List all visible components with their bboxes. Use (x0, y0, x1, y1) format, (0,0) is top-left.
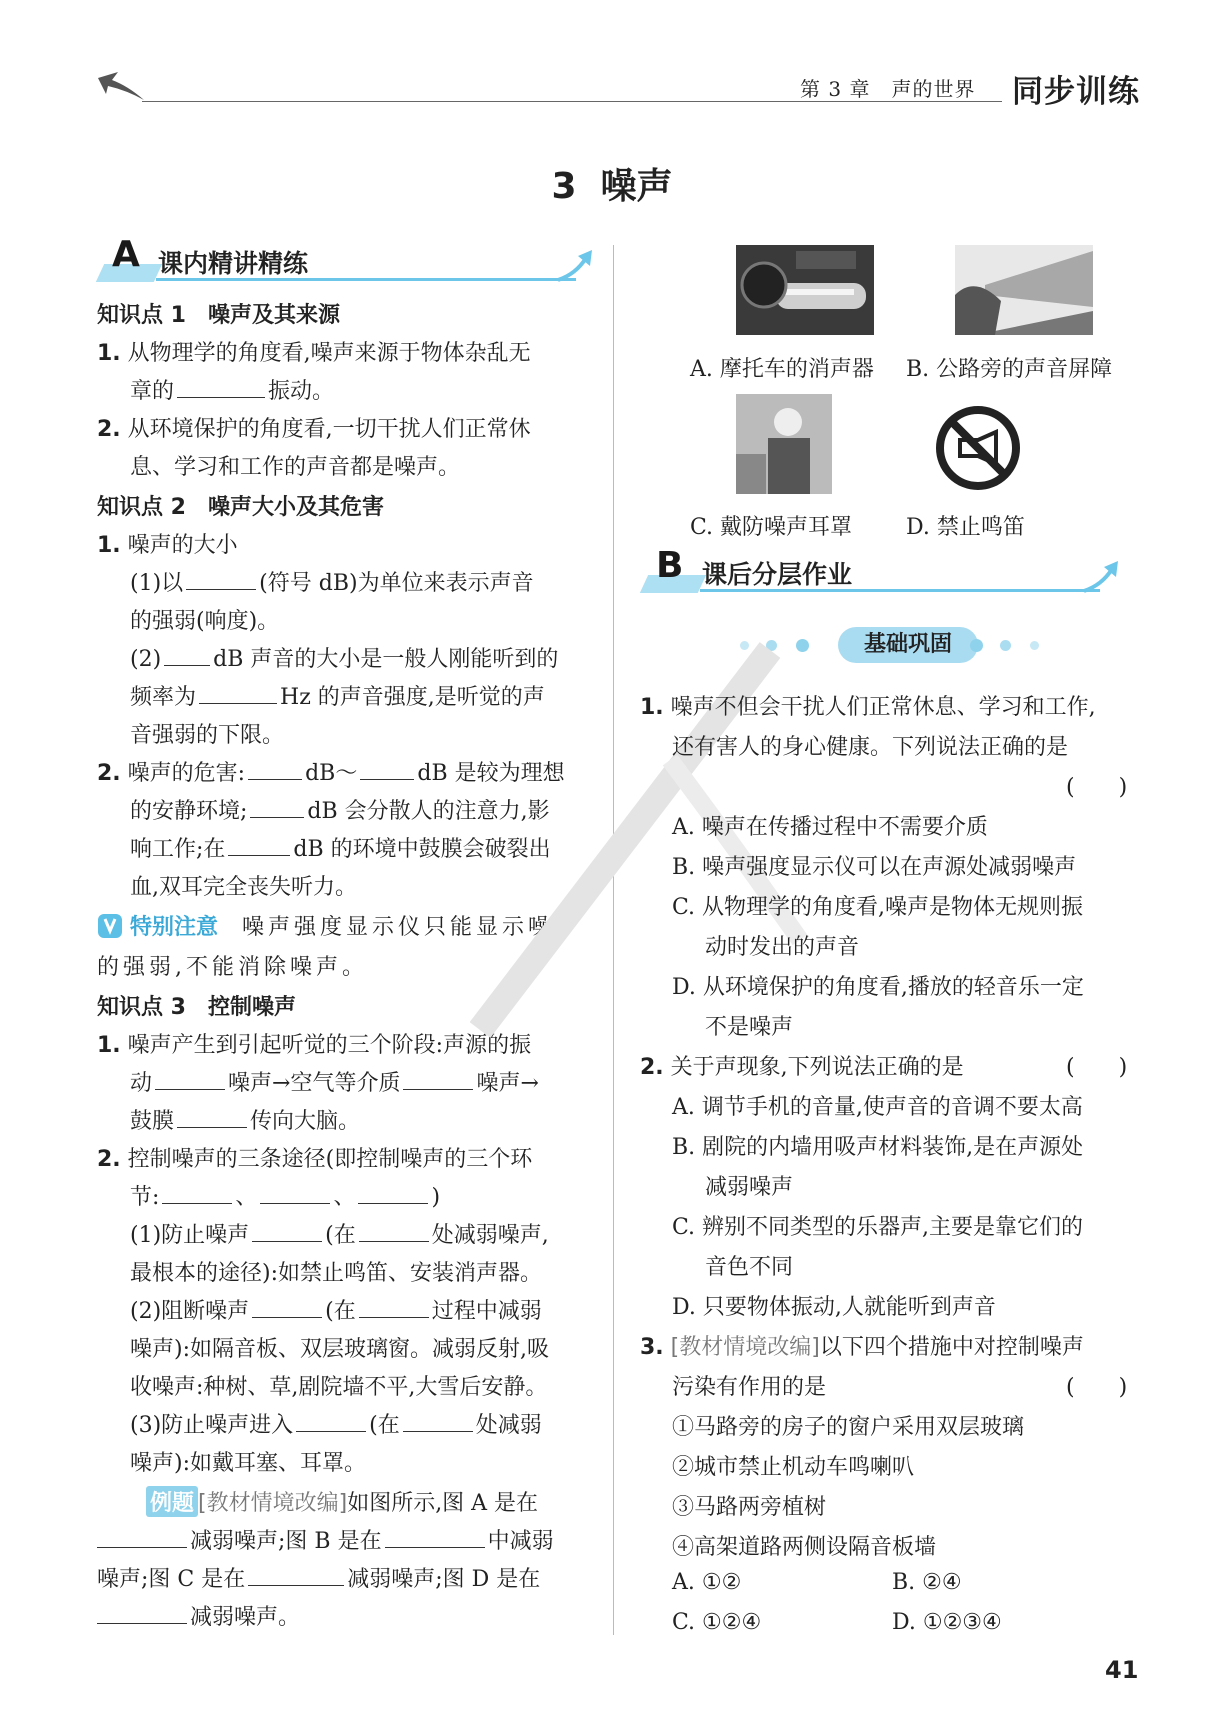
kp2-q1-s2: (2) dB 声音的大小是一般人刚能听到的 (130, 642, 558, 673)
page-title (0, 158, 1224, 209)
banner-underline (700, 589, 1100, 592)
decor-dot (970, 639, 983, 652)
kp2-q1-s2e: 音强弱的下限。 (130, 723, 285, 748)
kp2-q2-line1: 2. 噪声的危害: dB～ dB 是较为理想 (97, 756, 565, 787)
section-title: 课后分层作业 (702, 560, 853, 589)
figure-c-photo (736, 394, 832, 494)
hw-q1-option-b[interactable]: B. 噪声强度显示仪可以在声源处减弱噪声 (672, 855, 1077, 880)
banner-underline (156, 278, 576, 281)
kp2-q1-s1: (1)以 (符号 dB)为单位来表示声音 (130, 566, 534, 597)
kp2-q2-line3: 响工作;在 dB 的环境中鼓膜会破裂出 (130, 832, 551, 863)
section-b-banner (640, 545, 1140, 599)
example-line1: 例题 [教材情境改编]如图所示,图 A 是在 (146, 1486, 538, 1517)
figure-b-photo (955, 245, 1093, 335)
section-a-banner (96, 234, 596, 288)
answer-paren[interactable]: ( ) (1066, 1055, 1128, 1080)
knowledge-point-2: 知识点 2 噪声大小及其危害 (97, 495, 384, 520)
kp3-q2-p3d: 噪声):如戴耳塞、耳罩。 (130, 1451, 366, 1476)
hw-q2-option-c[interactable]: C. 辨别不同类型的乐器声,主要是靠它们的 (672, 1215, 1084, 1240)
note-line2: 的强弱,不能消除噪声。 (97, 955, 368, 980)
section-letter: A (112, 234, 140, 275)
answer-blank[interactable] (296, 1409, 366, 1432)
kp3-q2-p2: (2)阻断噪声 (在 过程中减弱 (130, 1294, 542, 1325)
kp2-q2-line2: 的安静环境; dB 会分散人的注意力,影 (130, 794, 550, 825)
hw-q3-item3: ③马路两旁植树 (672, 1495, 827, 1520)
lesson-title: 噪声 (600, 166, 673, 207)
hw-q1-option-a[interactable]: A. 噪声在传播过程中不需要介质 (672, 815, 988, 840)
answer-paren[interactable]: ( ) (1066, 1375, 1128, 1400)
answer-blank[interactable] (162, 1181, 232, 1204)
answer-blank[interactable] (199, 681, 277, 704)
note-text: 噪声强度显示仪只能显示噪声 (242, 915, 581, 940)
kp-label: 知识点 1 (97, 303, 186, 328)
kp1-q2-line2: 息、学习和工作的声音都是噪声。 (130, 455, 461, 480)
hw-q3-option-b[interactable]: B. ②④ (892, 1570, 962, 1595)
hw-q3-option-d[interactable]: D. ①②③④ (892, 1610, 1002, 1635)
knowledge-point-3: 知识点 3 控制噪声 (97, 995, 296, 1020)
answer-blank[interactable] (97, 1525, 187, 1548)
page-number: 41 (1105, 1656, 1139, 1684)
no-horn-sign-icon (934, 404, 1022, 492)
kp3-q1-line2: 动 噪声→空气等介质 噪声→ (130, 1066, 539, 1097)
answer-blank[interactable] (403, 1067, 473, 1090)
answer-blank[interactable] (358, 1181, 428, 1204)
kp3-q2-p2e: 收噪声:种树、草,剧院墙不平,大雪后安静。 (130, 1375, 548, 1400)
chapter-label: 第 3 章 声的世界 (800, 77, 976, 101)
hw-q3-option-a[interactable]: A. ①② (672, 1570, 742, 1595)
decor-dot (1000, 640, 1011, 651)
answer-blank[interactable] (164, 643, 210, 666)
hw-q3-line1: 3. [教材情境改编]以下四个措施中对控制噪声 (640, 1335, 1084, 1360)
hw-q1-line1: 1. 噪声不但会干扰人们正常休息、学习和工作, (640, 695, 1096, 720)
kp3-q1-line3: 鼓膜 传向大脑。 (130, 1104, 360, 1135)
arrow-up-right-icon (1082, 559, 1122, 593)
answer-blank[interactable] (360, 757, 414, 780)
note-label: 特别注意 (130, 915, 219, 940)
hw-q1-option-d2: 不是噪声 (705, 1015, 794, 1040)
hw-q1-line2: 还有害人的身心健康。下列说法正确的是 (672, 735, 1069, 760)
kp3-q2-p3: (3)防止噪声进入 (在 处减弱 (130, 1408, 542, 1439)
hw-q1-option-c2: 动时发出的声音 (705, 935, 860, 960)
decor-dot (1030, 641, 1039, 650)
hw-q2-option-b2: 减弱噪声 (705, 1175, 794, 1200)
hw-q3-item2: ②城市禁止机动车鸣喇叭 (672, 1455, 915, 1480)
kp2-q2-line4: 血,双耳完全丧失听力。 (130, 875, 357, 900)
hw-q1-option-c[interactable]: C. 从物理学的角度看,噪声是物体无规则振 (672, 895, 1084, 920)
kp3-q2-line1: 2. 控制噪声的三条途径(即控制噪声的三个环 (97, 1147, 533, 1172)
kp3-q2-p1d: 最根本的途径):如禁止鸣笛、安装消声器。 (130, 1261, 542, 1286)
answer-blank[interactable] (248, 1563, 344, 1586)
kp-title: 噪声及其来源 (207, 303, 340, 328)
answer-blank[interactable] (186, 567, 256, 590)
hw-q2-option-a[interactable]: A. 调节手机的音量,使声音的音调不要太高 (672, 1095, 1083, 1120)
figure-d-caption: D. 禁止鸣笛 (906, 515, 1025, 540)
kp1-q1-line2: 章的 振动。 (130, 374, 334, 405)
answer-blank[interactable] (228, 833, 290, 856)
hw-q2-option-c2: 音色不同 (705, 1255, 794, 1280)
answer-blank[interactable] (252, 1219, 322, 1242)
hw-q3-line2: 污染有作用的是 (672, 1375, 827, 1400)
lesson-number: 3 (551, 166, 577, 207)
hw-q2-option-d[interactable]: D. 只要物体振动,人就能听到声音 (672, 1295, 996, 1320)
section-title: 课内精讲精练 (158, 249, 309, 278)
example-line3: 噪声;图 C 是在 减弱噪声;图 D 是在 (97, 1562, 540, 1593)
answer-paren[interactable]: ( ) (1066, 775, 1128, 800)
kp3-q1-line1: 1. 噪声产生到引起听觉的三个阶段:声源的振 (97, 1033, 532, 1058)
figure-b-caption: B. 公路旁的声音屏障 (906, 357, 1113, 382)
arrow-up-right-icon (556, 248, 596, 282)
answer-blank[interactable] (155, 1067, 225, 1090)
hw-q3-item1: ①马路旁的房子的窗户采用双层玻璃 (672, 1415, 1025, 1440)
note-icon (97, 913, 123, 939)
figure-a-caption: A. 摩托车的消声器 (690, 357, 874, 382)
figure-a-photo (736, 245, 874, 335)
figure-c-caption: C. 戴防噪声耳罩 (690, 515, 853, 540)
answer-blank[interactable] (177, 1105, 247, 1128)
answer-blank[interactable] (260, 1181, 330, 1204)
example-line2: 减弱噪声;图 B 是在 中减弱 (97, 1524, 554, 1555)
kp2-q1-s1c: 的强弱(响度)。 (130, 609, 280, 634)
answer-blank[interactable] (359, 1219, 429, 1242)
section-letter: B (656, 545, 684, 586)
answer-blank[interactable] (250, 795, 304, 818)
answer-blank[interactable] (97, 1601, 187, 1624)
hw-q2-option-b[interactable]: B. 剧院的内墙用吸声材料装饰,是在声源处 (672, 1135, 1084, 1160)
kp2-q1-title: 1. 噪声的大小 (97, 533, 238, 558)
series-label: 同步训练 (1012, 74, 1140, 110)
hw-q3-option-c[interactable]: C. ①②④ (672, 1610, 762, 1635)
example-line4: 减弱噪声。 (97, 1600, 300, 1631)
example-tag: 例题 (146, 1486, 198, 1517)
answer-blank[interactable] (385, 1525, 485, 1548)
hw-q2-line1: 2. 关于声现象,下列说法正确的是 (640, 1055, 964, 1080)
knowledge-point-1 (97, 298, 340, 329)
kp2-q1-s2c: 频率为 Hz 的声音强度,是听觉的声 (130, 680, 545, 711)
source-tag: [教材情境改编] (198, 1491, 348, 1516)
answer-blank[interactable] (248, 757, 302, 780)
kp3-q2-line2: 节: 、 、 ) (130, 1180, 440, 1211)
answer-blank[interactable] (359, 1295, 429, 1318)
back-arrow-icon (96, 70, 146, 104)
hw-q3-item4: ④高架道路两侧设隔音板墙 (672, 1535, 937, 1560)
hw-q1-option-d[interactable]: D. 从环境保护的角度看,播放的轻音乐一定 (672, 975, 1084, 1000)
answer-blank[interactable] (252, 1295, 322, 1318)
source-tag: [教材情境改编] (670, 1335, 820, 1360)
basic-level-badge: 基础巩固 (838, 627, 978, 663)
kp1-q2-line1: 2. 从环境保护的角度看,一切干扰人们正常休 (97, 417, 531, 442)
kp3-q2-p1: (1)防止噪声 (在 处减弱噪声, (130, 1218, 549, 1249)
answer-blank[interactable] (403, 1409, 473, 1432)
kp3-q2-p2d: 噪声):如隔音板、双层玻璃窗。减弱反射,吸 (130, 1337, 549, 1362)
answer-blank[interactable] (177, 375, 265, 398)
kp1-q1-line1: 1. 从物理学的角度看,噪声来源于物体杂乱无 (97, 341, 531, 366)
